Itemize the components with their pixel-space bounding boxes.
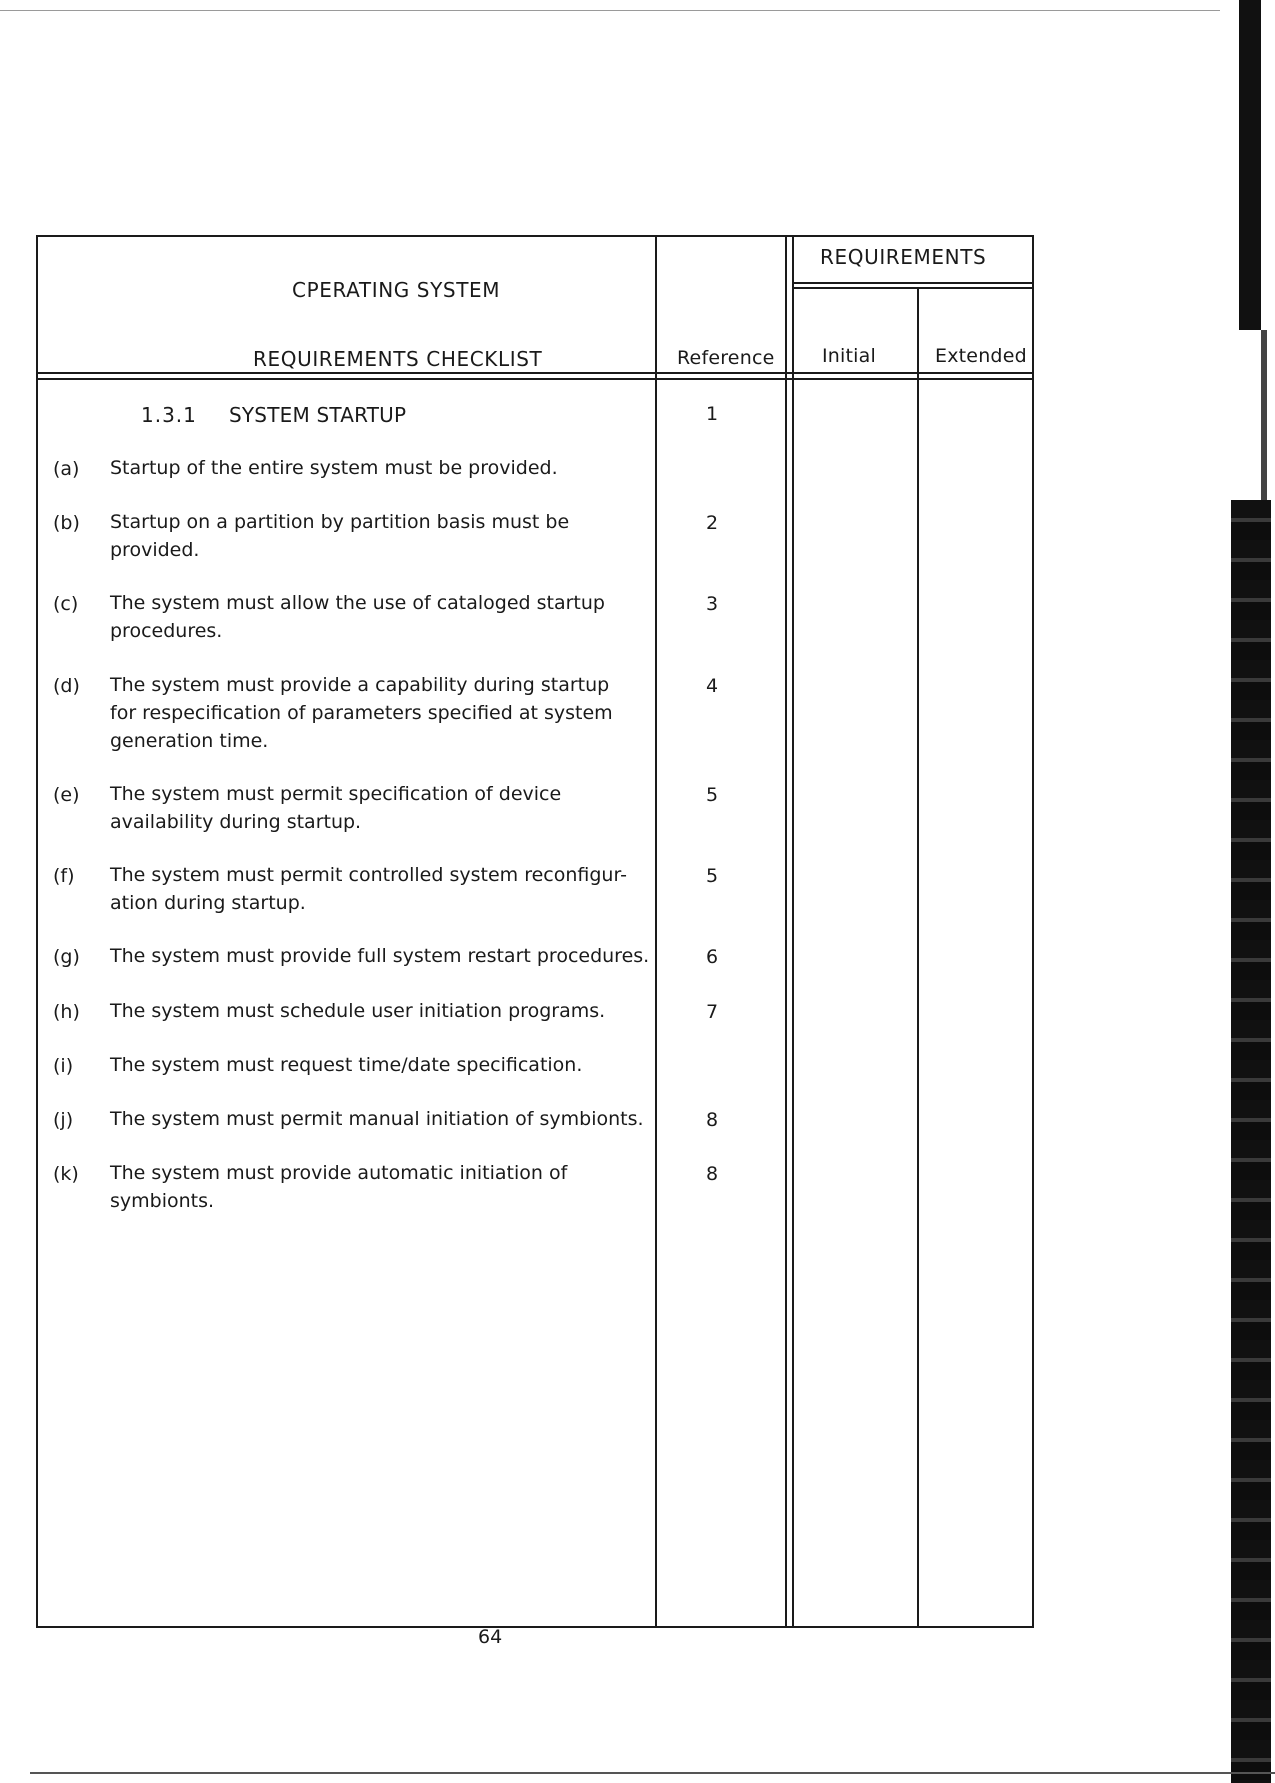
row-letter: (g) — [53, 946, 80, 968]
row-letter: (c) — [53, 593, 79, 615]
section-number: 1.3.1 — [141, 403, 197, 427]
extended-column-header: Extended — [935, 345, 1027, 367]
row-letter: (h) — [53, 1001, 80, 1023]
reference-value: 4 — [706, 675, 719, 697]
row-letter: (b) — [53, 512, 80, 534]
requirement-text: Startup of the entire system must be provided. — [110, 457, 558, 479]
requirement-text: The system must allow the use of cataloged startup procedures. — [110, 592, 605, 642]
row-letter: (d) — [53, 675, 80, 697]
reference-value: 5 — [706, 784, 719, 806]
scan-edge-right — [1231, 500, 1271, 1783]
row-letter: (e) — [53, 784, 80, 806]
requirement-text: The system must permit specification of device availability during startup. — [110, 783, 562, 833]
scan-edge-bottom — [30, 1772, 1275, 1774]
requirement-text: The system must schedule user initiation programs. — [110, 1000, 606, 1022]
requirement-text: The system must provide automatic initiation of symbionts. — [110, 1162, 568, 1212]
row-letter: (a) — [53, 458, 80, 480]
row-letter: (j) — [53, 1109, 74, 1131]
scan-edge-right — [1261, 330, 1267, 500]
row-letter: (f) — [53, 865, 75, 887]
requirement-text: The system must permit manual initiation of symbionts. — [110, 1108, 644, 1130]
requirement-text: Startup on a partition by partition basis must be provided. — [110, 511, 570, 561]
reference-value: 5 — [706, 865, 719, 887]
row-letter: (k) — [53, 1163, 79, 1185]
section-title: SYSTEM STARTUP — [229, 403, 407, 427]
requirement-text: The system must request time/date specification. — [110, 1054, 583, 1076]
reference-value: 8 — [706, 1163, 719, 1185]
reference-value: 7 — [706, 1001, 719, 1023]
reference-value: 6 — [706, 946, 719, 968]
reference-column-header: Reference — [677, 347, 775, 369]
initial-column-header: Initial — [822, 345, 876, 367]
requirement-text: The system must provide full system restart procedures. — [110, 945, 650, 967]
requirement-text: The system must permit controlled system reconfigur- ation during startup. — [110, 864, 627, 914]
scan-edge-top — [0, 10, 1220, 11]
reference-value: 2 — [706, 512, 719, 534]
section-reference: 1 — [706, 403, 719, 425]
table-title-line2: REQUIREMENTS CHECKLIST — [253, 347, 543, 371]
page-number: 64 — [478, 1626, 503, 1648]
requirements-group-header: REQUIREMENTS — [820, 245, 987, 269]
row-letter: (i) — [53, 1055, 74, 1077]
reference-value: 8 — [706, 1109, 719, 1131]
reference-value: 3 — [706, 593, 719, 615]
scan-edge-right — [1239, 0, 1261, 330]
table-title-line1: CPERATING SYSTEM — [292, 278, 501, 302]
requirement-text: The system must provide a capability during startup for respecification of parameters specified at system generation time. — [110, 674, 613, 752]
